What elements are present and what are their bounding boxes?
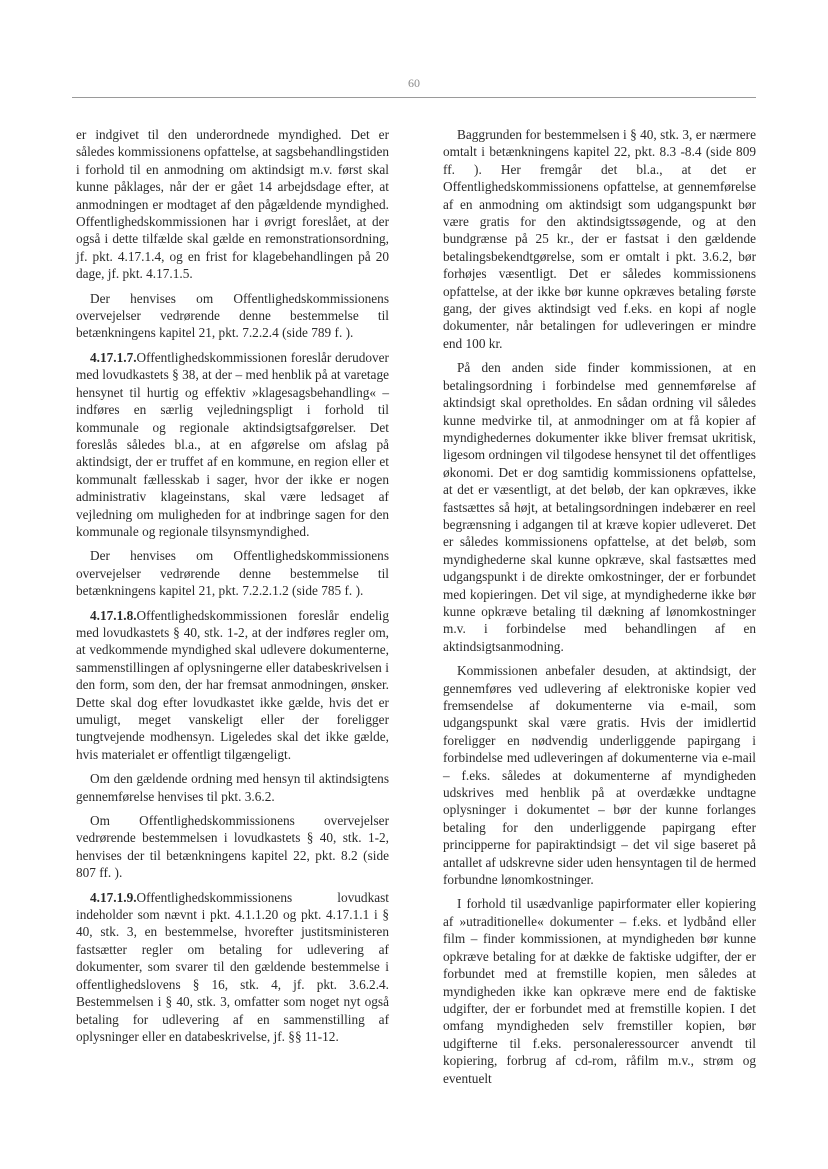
- paragraph: Der henvises om Offentlighedskommissionens overvejelser vedrørende denne bestemmelse til betænkningens kapitel 21, pkt. 7.2.2.4 (side 789 f. ).: [76, 290, 389, 341]
- header-rule: [72, 97, 756, 98]
- paragraph: Baggrunden for bestemmelsen i § 40, stk. 3, er nærmere omtalt i betænkningens kapitel 22, pkt. 8.3 -8.4 (side 809 ff. ). Her fremgår det bl.a., at det er Offentlighedskommissionens opfattelse, at gennemførelse af en anmodning om aktindsigt som udgangspunkt bør være gratis for den aktindsigtssøgende, og at den bundgrænse på 25 kr., der er fastsat i den gældende betalingsbekendtgørelse, som er omtalt i pkt. 3.6.2, bør forhøjes væsentligt. Det er således kommissionens opfattelse, at der ikke bør kunne opkræves betaling første gang, der gives aktindsigt ved f.eks. en kopi af nogle dokumenter, når betalingen for udleveringen er mindre end 100 kr.: [443, 127, 756, 351]
- page-number: 60: [408, 76, 420, 90]
- paragraph: 4.17.1.8.Offentlighedskommissionen foreslår endelig med lovudkastets § 40, stk. 1-2, at der indføres regler om, at vedkommende myndighed skal udlevere dokumenterne, sammenstillingen af oplysningerne eller databeskrivelsen i den form, som den, der har fremsat anmodningen, ønsker. Dette skal dog efter lovudkastet ikke gælde, hvis det er umuligt, meget vanskeligt eller der foreligger tungtvejende modhensyn. Ligeledes skal det ikke gælde, hvis materialet er offentligt tilgængeligt.: [76, 607, 389, 762]
- right-column: [443, 126, 756, 1094]
- paragraph: 4.17.1.7.Offentlighedskommissionen foreslår derudover med lovudkastets § 38, at der – med henblik på at varetage hensynet til hurtig og effektiv »klagesagsbehandling« – indføres en særlig vejledningspligt i forhold til kommunale og regionale aktindsigtsafgørelser. Det foreslås således bl.a., at en afgørelse om afslag på aktindsigt, der er truffet af en kommune, en region eller et kommunalt fællesskab i sager, hvor der ikke er nogen administrativ klageinstans, skal være ledsaget af vejledning om muligheden for at indbringe sagen for den kommunale og regionale tilsynsmyndighed.: [76, 349, 389, 539]
- paragraph: På den anden side finder kommissionen, at en betalingsordning i forbindelse med gennemførelse af aktindsigt skal opretholdes. En sådan ordning vil således kunne medvirke til, at anmodninger om at få kopier af myndighedernes dokumenter ikke bliver fremsat ukritisk, ligesom ordningen vil tilgodese hensynet til det offentliges økonomi. Det er dog samtidig kommissionens opfattelse, at det er væsentligt, at det beløb, der kan opkræves, ikke fastsættes så højt, at betalingsordningen indebærer en reel begrænsning i adgangen til at kræve kopier udleveret. Det er således kommissionens opfattelse, at det beløb, som myndighederne skal kunne opkræve, skal fastsættes med udgangspunkt i de direkte omkostninger, der er forbundet med kopieringen. Det vil sige, at myndighederne ikke bør kunne opkræve betaling til dækning af lønomkostninger m.v. i forbindelse med behandlingen af en aktindsigtsanmodning.: [443, 360, 756, 654]
- paragraph: er indgivet til den underordnede myndighed. Det er således kommissionens opfattelse, at sagsbehandlingstiden i forhold til en anmodning om aktindsigt m.v. først skal kunne påklages, når der er gået 14 arbejdsdage efter, at anmodningen er modtaget af den pågældende myndighed. Offentlighedskommissionen har i øvrigt foreslået, at der også i dette tilfælde skal gælde en remonstrationsordning, jf. pkt. 4.17.1.4, og en frist for klagebehandlingen på 20 dage, jf. pkt. 4.17.1.5.: [76, 127, 389, 282]
- section-number: 4.17.1.8.: [90, 607, 137, 623]
- section-number: 4.17.1.7.: [90, 349, 137, 365]
- left-column: [76, 126, 389, 1052]
- paragraph: I forhold til usædvanlige papirformater eller kopiering af »utraditionelle« dokumenter – f.eks. et lydbånd eller film – finder kommissionen, at myndigheden bør kunne opkræve betaling for at dække de faktiske udgifter, der er forbundet med at fremstille kopien, men således at myndigheden ikke kan opkræve mere end de faktiske udgifter, der er forbundet med at fremstille kopien. I det omfang myndigheden selv fremstiller kopien, bør udgifterne til f.eks. personaleressourcer anvendt til kopiering, forbrug af cd-rom, råfilm m.v., strøm og eventuelt: [443, 896, 756, 1086]
- paragraph: Kommissionen anbefaler desuden, at aktindsigt, der gennemføres ved udlevering af elektroniske kopier ved fremsendelse af dokumenterne via e-mail, som udgangspunkt skal være gratis. Hvis der imidlertid foreligger en nødvendig underliggende papirgang i forbindelse med udleveringen af dokumenterne via e-mail – f.eks. således at dokumenterne af myndigheden udskrives med henblik på at overdække undtagne oplysninger i dokumentet – bør der kunne forlanges betaling for den underliggende papirgang efter principperne for papiraktindsigt – det vil sige baseret på antallet af udskrevne sider uden hensyntagen til de hermed forbundne lønomkostninger.: [443, 663, 756, 888]
- paragraph: Om Offentlighedskommissionens overvejelser vedrørende bestemmelsen i lovudkastets § 40, stk. 1-2, henvises der til betænkningens kapitel 22, pkt. 8.2 (side 807 ff. ).: [76, 813, 389, 881]
- paragraph: Om den gældende ordning med hensyn til aktindsigtens gennemførelse henvises til pkt. 3.6.2.: [76, 771, 389, 804]
- paragraph: 4.17.1.9.Offentlighedskommissionens lovudkast indeholder som nævnt i pkt. 4.1.1.20 og pkt. 4.17.1.1 i § 40, stk. 3, en bestemmelse, hvorefter justitsministeren fastsætter regler om betaling for udlevering af dokumenter, som svarer til den gældende bestemmelse i offentlighedslovens § 16, stk. 4, jf. pkt. 3.6.2.4. Bestemmelsen i § 40, stk. 3, omfatter som noget nyt også betaling for udlevering af en sammenstilling af oplysninger eller en databeskrivelse, jf. §§ 11-12.: [76, 889, 389, 1044]
- paragraph: Der henvises om Offentlighedskommissionens overvejelser vedrørende denne bestemmelse til betænkningens kapitel 21, pkt. 7.2.2.1.2 (side 785 f. ).: [76, 548, 389, 599]
- section-number: 4.17.1.9.: [90, 889, 137, 905]
